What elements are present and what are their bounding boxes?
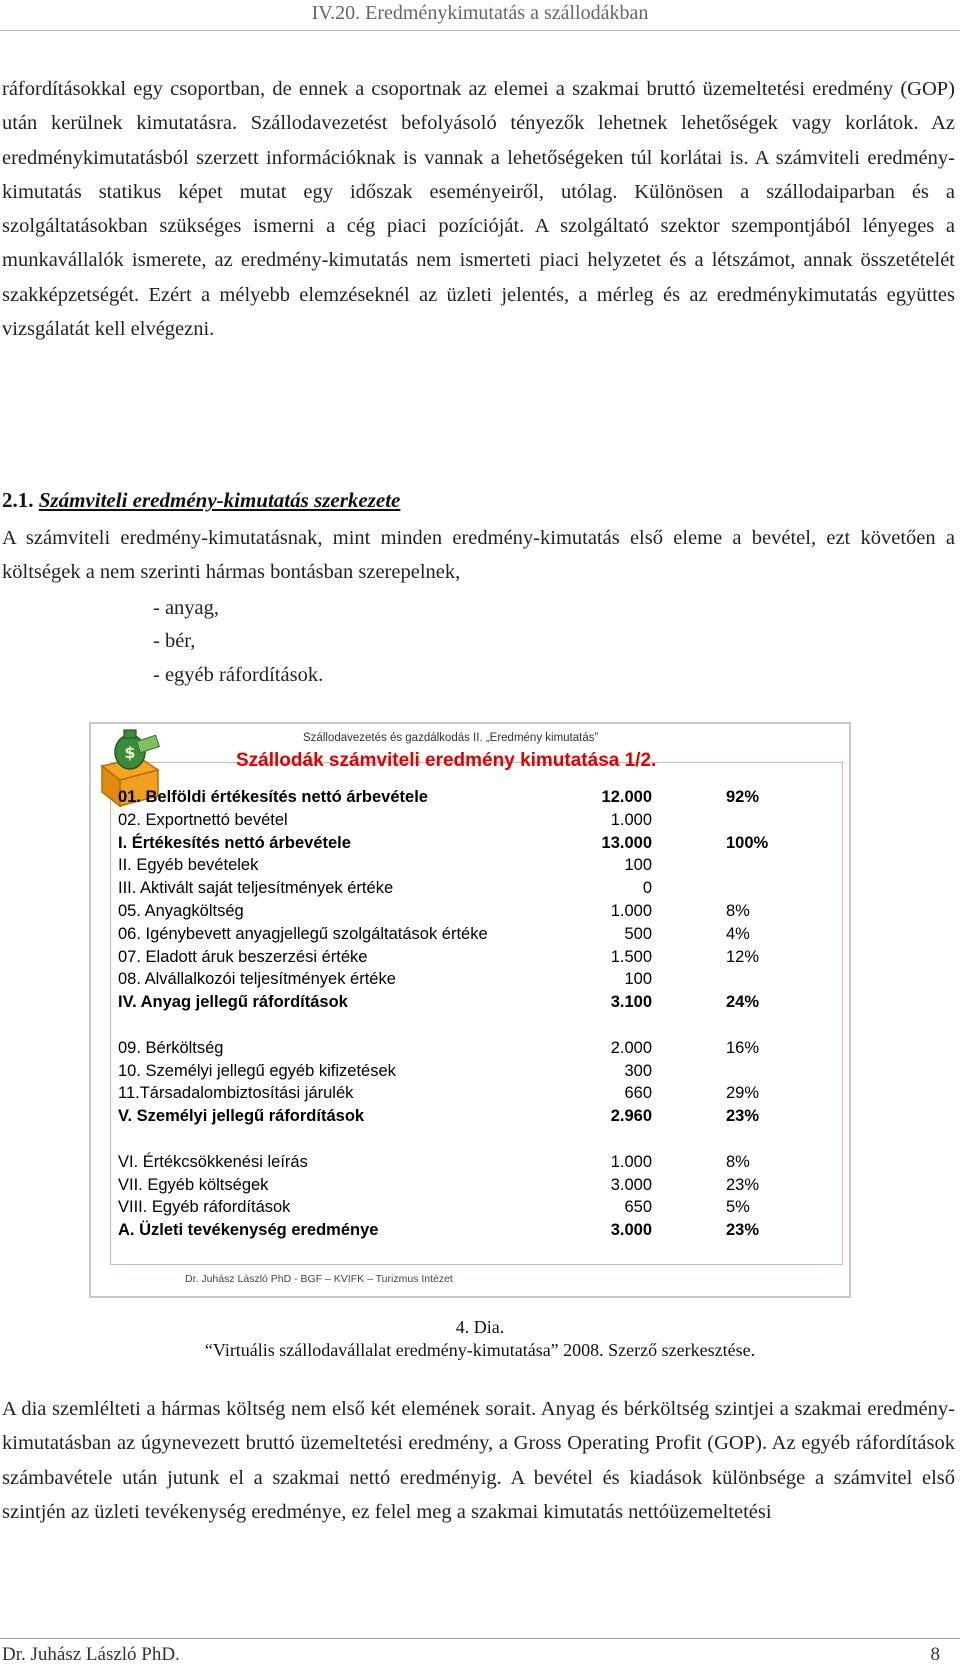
row-value: 300 [624, 1061, 652, 1080]
footer-divider [0, 1638, 960, 1639]
table-row [118, 900, 808, 923]
row-label: 02. Exportnettó bevétel [118, 810, 288, 829]
row-value: 2.960 [610, 1107, 652, 1126]
row-value: 3.100 [610, 993, 652, 1012]
row-label: VII. Egyéb költségek [118, 1175, 269, 1194]
table-row [118, 1060, 808, 1083]
row-label: VI. Értékcsökkenési leírás [118, 1152, 308, 1171]
row-percent: 23% [726, 1107, 760, 1126]
row-label: I. Értékesítés nettó árbevétele [118, 833, 351, 852]
table-row [118, 1219, 808, 1242]
row-percent: 4% [726, 924, 750, 943]
table-row [118, 991, 808, 1014]
table-row [118, 832, 808, 855]
row-percent: 92% [726, 788, 760, 806]
body-paragraph-3: A dia szemlélteti a hármas költség nem első két elemének sorait. Anyag és bérköltség szintjei a szakmai eredmény-kimutatásban az úgynevezett bruttó üzemeltetési eredmény, a Gross Operating Profit (GOP). Az egyéb ráfordítások számbavétele után jutunk el a szakmai nettó eredményig. A bevétel és kiadások különbsége a számvitel első szintjén az üzleti tevékenység eredménye, ez felel meg a szakmai kimutatás nettóüzemeltetési [2, 1398, 955, 1523]
table-spacer [118, 1014, 808, 1037]
row-percent: 12% [726, 947, 760, 966]
svg-text:$: $ [124, 743, 136, 762]
footer-author: Dr. Juhász László PhD. [2, 1644, 180, 1665]
row-percent: 23% [726, 1175, 760, 1194]
table-row [118, 1037, 808, 1060]
row-percent: 24% [726, 993, 760, 1012]
page-number: 8 [930, 1644, 940, 1665]
slide-title: Szállodák számviteli eredmény kimutatása 1/2. [236, 750, 657, 771]
table-row [118, 854, 808, 877]
table-row [118, 1196, 808, 1219]
row-label: 07. Eladott áruk beszerzési értéke [118, 947, 368, 966]
running-header: IV.20. Eredménykimutatás a szállodákban [311, 2, 649, 24]
body-paragraph-1: ráfordításokkal egy csoportban, de ennek a csoportnak az elemei a szakmai bruttó üzemeltetési eredmény (GOP) után kerülnek kimutatásra. Szállodavezetést befolyásoló tényezők lehetnek lehetőségek vagy korlátok. Az eredménykimutatásból szerzett információknak is vannak a lehetőségeken túl korlátai is. A számviteli eredmény-kimutatás statikus képet mutat egy időszak eseményeiről, utólag. Különösen a szállodaiparban és a szolgáltatásokban szükséges ismerni a cég piaci pozícióját. A szolgáltató szektor szempontjából lényeges a munkavállalók ismerete, az eredmény-kimutatás nem ismerteti piaci helyzetet és a létszámot, annak összetételét szakképzetségét. Ezért a mélyebb elemzéseknél az üzleti jelentés, a mérleg és az eredménykimutatás együttes vizsgálatát kell elvégezni. [2, 78, 955, 341]
row-percent: 23% [726, 1221, 760, 1240]
table-row [118, 1174, 808, 1197]
row-label: 09. Bérköltség [118, 1038, 224, 1057]
row-value: 3.000 [610, 1221, 652, 1240]
table-row [118, 1082, 808, 1105]
table-row [118, 968, 808, 991]
cost-list [153, 592, 323, 692]
row-percent: 100% [726, 833, 769, 852]
row-value: 1.500 [610, 947, 652, 966]
income-statement-table [118, 786, 808, 1242]
section-heading [2, 486, 400, 514]
table-row [118, 877, 808, 900]
row-value: 650 [624, 1198, 652, 1217]
table-row [118, 1151, 808, 1174]
row-label: IV. Anyag jellegű ráfordítások [118, 993, 348, 1012]
row-value: 13.000 [601, 833, 652, 852]
row-value: 12.000 [601, 788, 652, 806]
slide-subtitle: Szállodavezetés és gazdálkodás II. „Eredmény kimutatás” [303, 732, 599, 744]
row-value: 3.000 [610, 1175, 652, 1194]
list-item: - bér, [153, 630, 196, 653]
row-percent: 16% [726, 1038, 760, 1057]
section-number: 2.1. [2, 488, 34, 512]
row-percent: 8% [726, 901, 750, 920]
row-percent: 5% [726, 1198, 750, 1217]
row-label: 08. Alvállalkozói teljesítmények értéke [118, 970, 396, 989]
list-item: - anyag, [153, 597, 220, 619]
table-row [118, 786, 808, 809]
row-value: 500 [624, 924, 652, 943]
table-row [118, 923, 808, 946]
row-label: 05. Anyagköltség [118, 901, 244, 920]
row-value: 2.000 [610, 1038, 652, 1057]
table-row [118, 1105, 808, 1128]
row-label: II. Egyéb bevételek [118, 856, 259, 875]
row-label: V. Személyi jellegű ráfordítások [118, 1107, 365, 1126]
table-row [118, 809, 808, 832]
table-row [118, 946, 808, 969]
row-label: 01. Belföldi értékesítés nettó árbevétele [118, 788, 428, 806]
figure-caption-text: “Virtuális szállodavállalat eredmény-kimutatása” 2008. Szerző szerkesztése. [204, 1340, 756, 1360]
header-divider [0, 30, 960, 31]
row-label: VIII. Egyéb ráfordítások [118, 1198, 291, 1217]
row-label: 10. Személyi jellegű egyéb kifizetések [118, 1061, 396, 1080]
body-paragraph-2: A számviteli eredmény-kimutatásnak, mint minden eredmény-kimutatás első eleme a bevétel, ezt követően a költségek a nem szerinti hármas bontásban szerepelnek, [2, 527, 955, 584]
row-value: 100 [624, 970, 652, 989]
row-value: 0 [642, 879, 652, 898]
row-label: III. Aktivált saját teljesítmények értéke [118, 879, 394, 898]
row-value: 1.000 [610, 1152, 652, 1171]
section-title: Számviteli eredmény-kimutatás szerkezete [38, 488, 401, 512]
row-value: 1.000 [610, 901, 652, 920]
row-label: 06. Igénybevett anyagjellegű szolgáltatások értéke [118, 924, 488, 943]
figure-caption-number: 4. Dia. [455, 1317, 505, 1337]
row-value: 660 [624, 1084, 652, 1103]
row-percent: 8% [726, 1152, 750, 1171]
table-spacer [118, 1128, 808, 1151]
row-value: 100 [624, 856, 652, 875]
row-percent: 29% [726, 1084, 760, 1103]
list-item: - egyéb ráfordítások. [153, 663, 324, 686]
row-label: 11.Társadalombiztosítási járulék [118, 1084, 354, 1103]
row-label: A. Üzleti tevékenység eredménye [118, 1221, 379, 1240]
slide-footer: Dr. Juhász László PhD - BGF – KVIFK – Turizmus Intézet [185, 1273, 453, 1285]
row-value: 1.000 [610, 810, 652, 829]
